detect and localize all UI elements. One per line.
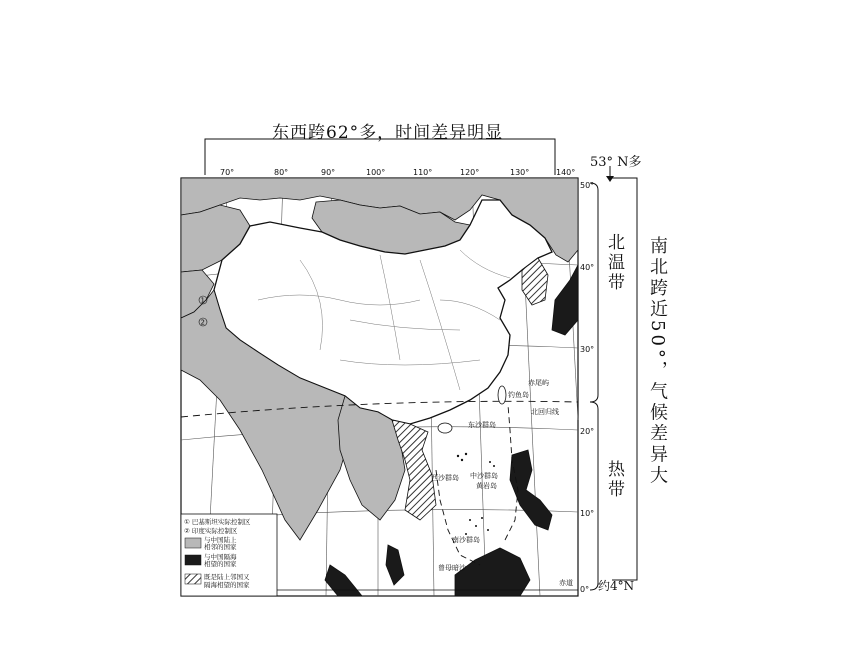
label-xisha: 西沙群岛 xyxy=(431,474,459,482)
label-nansha: 南沙群岛 xyxy=(452,536,480,544)
legend-both-line1: 既是陆上邻国又 xyxy=(204,573,250,581)
lat-label: 40° xyxy=(580,263,595,272)
label-equator: 赤道 xyxy=(559,579,573,587)
lon-label: 130° xyxy=(510,168,530,177)
legend-land-line1: 与中国陆上 xyxy=(204,536,237,544)
map-legend xyxy=(181,514,277,596)
svg-text:2: 2 xyxy=(200,318,205,327)
latitude-labels xyxy=(580,181,594,594)
lon-label: 80° xyxy=(274,168,289,177)
label-zhongsha: 中沙群岛 xyxy=(470,472,498,480)
lat-label: 20° xyxy=(580,427,595,436)
legend-swatch-both xyxy=(185,574,201,584)
label-diaoyu: 钓鱼岛 xyxy=(508,391,529,399)
hainan-island xyxy=(438,423,452,433)
lon-label: 120° xyxy=(460,168,480,177)
legend-both-line2: 隔海相望的国家 xyxy=(204,581,250,589)
label-chiwei: 赤尾屿 xyxy=(528,379,549,387)
legend-note-1: ① 巴基斯坦实际控制区 xyxy=(184,518,251,526)
label-dongsha: 东沙群岛 xyxy=(468,421,496,429)
legend-sea-line1: 与中国隔海 xyxy=(204,553,237,561)
temperate-zone-bracket xyxy=(590,183,598,402)
lat-label: 10° xyxy=(580,509,595,518)
north-extreme-label: 53° N多 xyxy=(590,155,642,170)
lon-label: 70° xyxy=(220,168,235,177)
legend-sea-line2: 相望的国家 xyxy=(204,560,237,568)
north-temperate-zone-label: 北温带 xyxy=(604,233,624,293)
lat-label: 30° xyxy=(580,345,595,354)
north-south-span-label: 南北跨近50°，气候差异大 xyxy=(647,236,668,487)
legend-land-line2: 相邻的国家 xyxy=(204,543,237,551)
lat-label: 50° xyxy=(580,181,595,190)
lon-label: 90° xyxy=(321,168,336,177)
lon-label: 140° xyxy=(556,168,576,177)
legend-swatch-sea xyxy=(185,555,201,565)
svg-text:1: 1 xyxy=(200,296,205,305)
longitude-labels xyxy=(220,168,575,177)
lat-label: 0° xyxy=(580,585,590,594)
legend-swatch-land xyxy=(185,538,201,548)
lon-label: 110° xyxy=(413,168,433,177)
east-west-span-title: 东西跨62°多，时间差异明显 xyxy=(272,123,504,143)
label-huangyan: 黄岩岛 xyxy=(476,482,497,490)
label-tropic: 北回归线 xyxy=(531,408,559,416)
south-extreme-label: 约4°N xyxy=(598,579,635,593)
north-arrow-head xyxy=(606,176,614,182)
lon-label: 100° xyxy=(366,168,386,177)
north-south-bracket xyxy=(612,178,637,580)
label-zengmu: 曾母暗沙 xyxy=(438,564,466,572)
tropical-zone-label: 热带 xyxy=(604,460,624,500)
legend-note-2: ② 印度实际控制区 xyxy=(184,527,238,535)
